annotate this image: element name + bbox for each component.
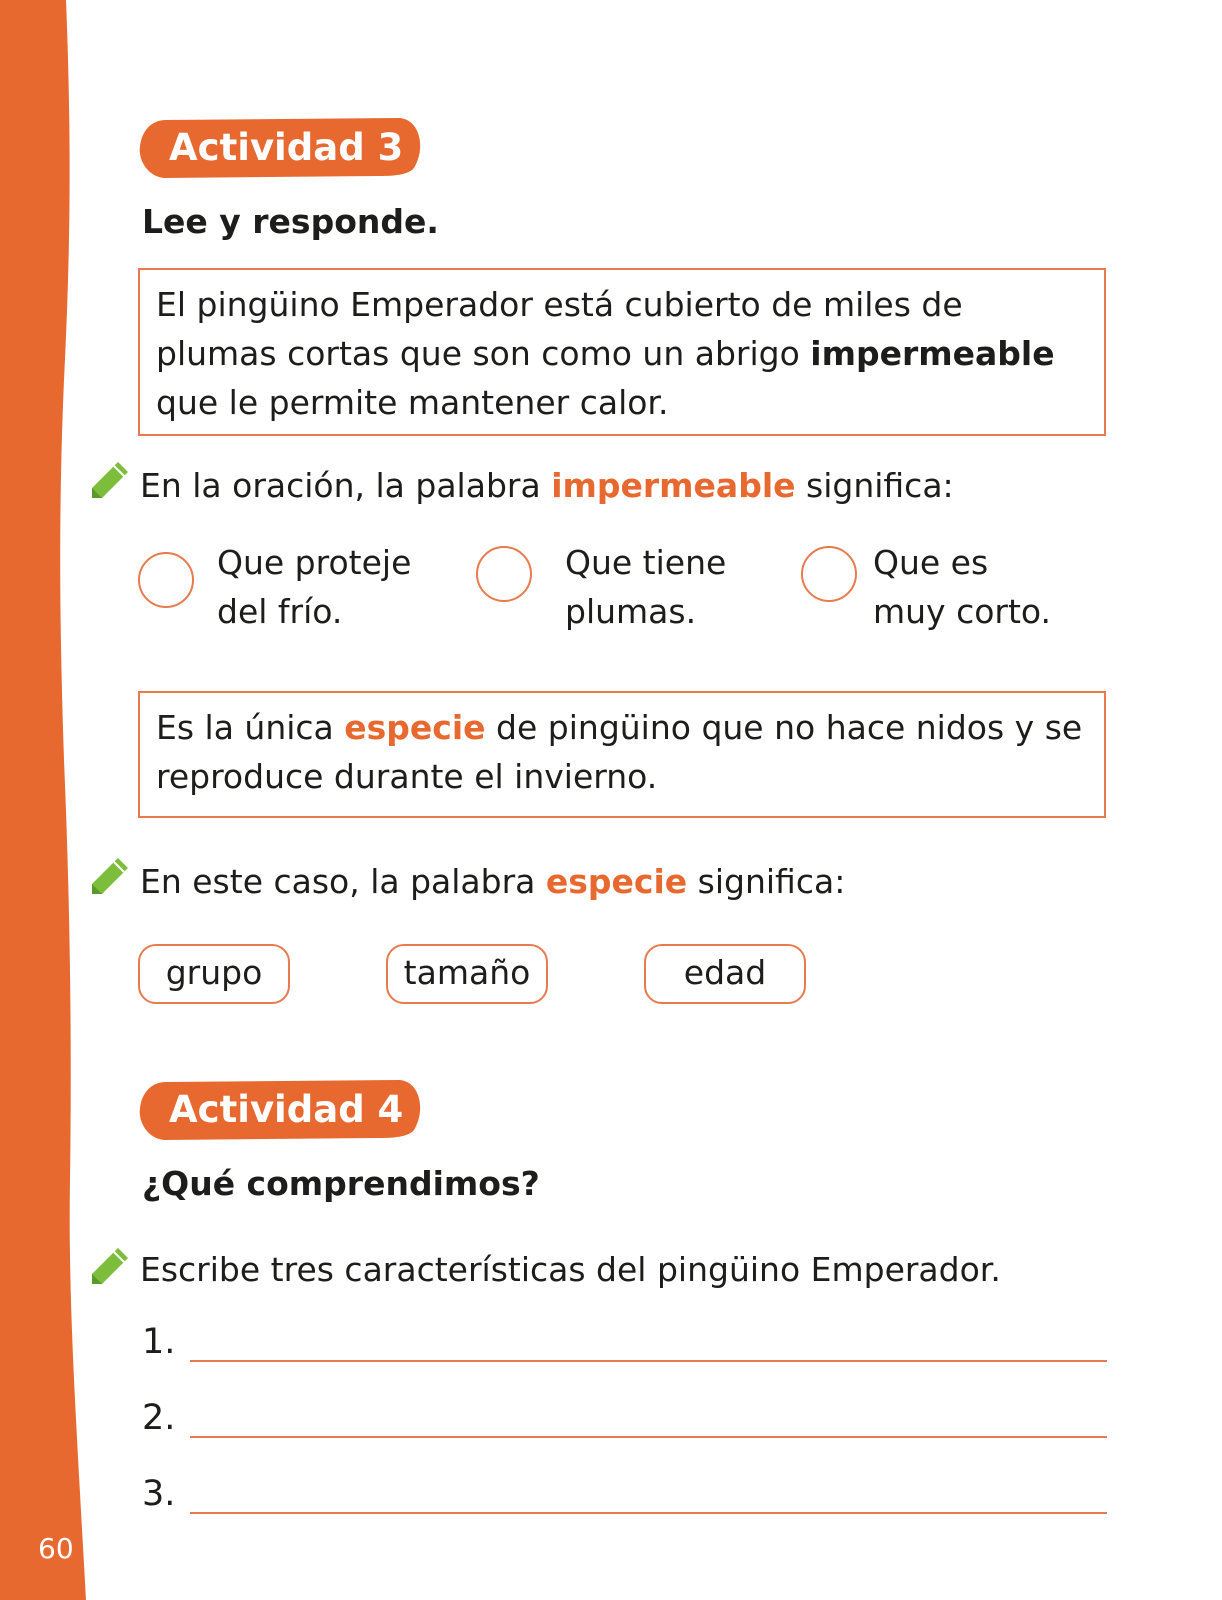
option-1-line-1: Que proteje: [217, 543, 412, 582]
question-2-before: En este caso, la palabra: [140, 862, 546, 901]
question-1-before: En la oración, la palabra: [140, 466, 552, 505]
question-2-keyword: especie: [545, 862, 688, 901]
activity-3-instruction: Lee y responde.: [142, 202, 439, 241]
question-2: [140, 862, 845, 902]
pencil-icon: [88, 1244, 132, 1288]
choice-chip-tamano[interactable]: tamaño: [386, 944, 548, 1004]
answer-line-3[interactable]: [142, 1454, 1107, 1514]
answer-line-3-number: 3.: [142, 1474, 176, 1514]
option-3-radio[interactable]: [801, 546, 857, 602]
answer-line-1-number: 1.: [142, 1322, 176, 1362]
option-3-label: [873, 538, 1051, 636]
pencil-icon: [88, 854, 132, 898]
option-1-radio[interactable]: [138, 552, 194, 608]
passage-1-text-end: que le permite mantener calor.: [156, 383, 669, 422]
passage-1-text: El pingüino Emperador está cubierto de miles de plumas cortas que son como un abrigo: [156, 285, 963, 373]
passage-2-text: Es la única: [156, 708, 345, 747]
activity-3-badge-label: Actividad 3: [169, 126, 404, 169]
activity-3-badge: [138, 118, 424, 178]
answer-line-2-number: 2.: [142, 1398, 176, 1438]
answer-line-1-rule: [190, 1360, 1107, 1362]
activity-4-heading: ¿Qué comprendimos?: [142, 1164, 540, 1203]
passage-box-2: [138, 691, 1106, 818]
answer-line-2-rule: [190, 1436, 1107, 1438]
option-2-line-2: plumas.: [565, 592, 697, 631]
option-2-label: [565, 538, 726, 636]
option-1-line-2: del frío.: [217, 592, 343, 631]
passage-box-1: [138, 268, 1106, 436]
option-2-radio[interactable]: [476, 546, 532, 602]
passage-2-keyword: especie: [344, 708, 486, 747]
option-1-label: [217, 538, 411, 636]
option-3-line-1: Que es: [873, 543, 989, 582]
option-3-line-2: muy corto.: [873, 592, 1052, 631]
choice-chip-grupo[interactable]: grupo: [138, 944, 290, 1004]
answer-line-3-rule: [190, 1512, 1107, 1514]
question-1-after: significa:: [795, 466, 954, 505]
activity-4-badge: [138, 1080, 424, 1140]
choice-chip-edad[interactable]: edad: [644, 944, 806, 1004]
page-number: 60: [38, 1532, 74, 1565]
pencil-icon: [88, 458, 132, 502]
answer-line-2[interactable]: [142, 1378, 1107, 1438]
passage-2-text-end: de pingüino que no hace nidos y se reproduce durante el invierno.: [156, 708, 1083, 796]
passage-1-bold-word: impermeable: [810, 334, 1055, 373]
answer-line-1[interactable]: [142, 1302, 1107, 1362]
activity-4-instruction: Escribe tres características del pingüino Emperador.: [140, 1250, 1001, 1289]
question-2-after: significa:: [687, 862, 846, 901]
activity-4-badge-label: Actividad 4: [169, 1088, 404, 1131]
question-1: [140, 466, 954, 506]
option-2-line-1: Que tiene: [565, 543, 727, 582]
question-1-keyword: impermeable: [551, 466, 796, 505]
side-band: [0, 0, 100, 1600]
